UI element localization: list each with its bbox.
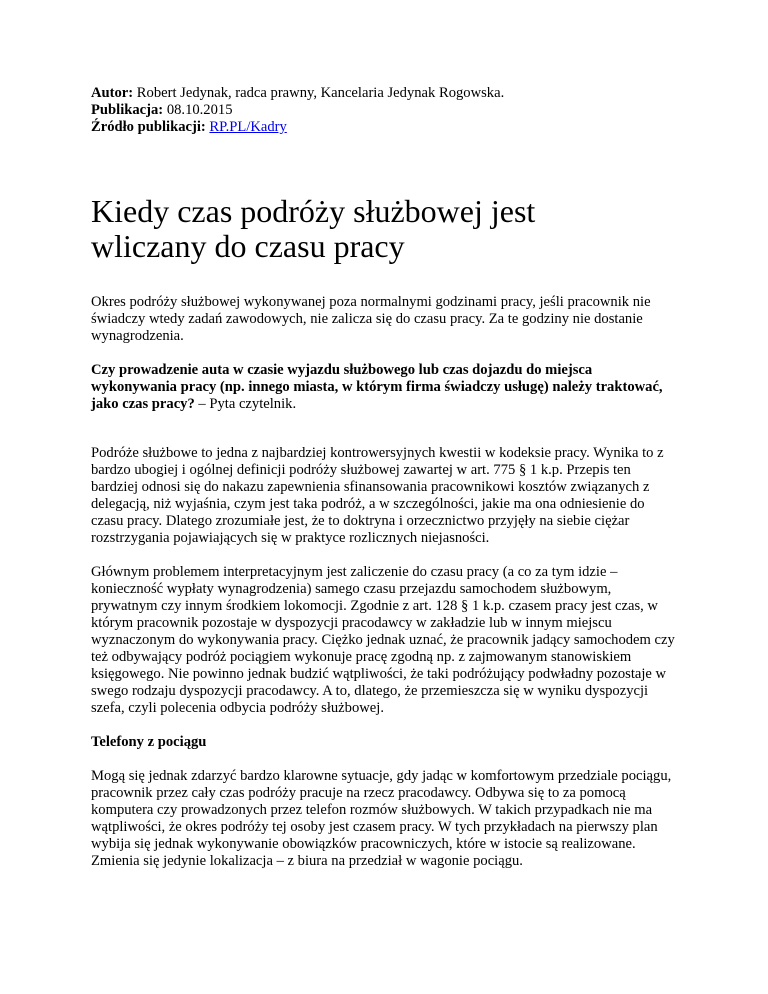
body-paragraph-2: Głównym problemem interpretacyjnym jest zaliczenie do czasu pracy (a co za tym idzie – konieczność wypłaty wynagrodzenia) samego czasu przejazdu samochodem służbowym, prywatnym czy innym środkiem lokomocji. Zgodnie z art. 128 § 1 k.p. czasem pracy jest czas, w którym pracownik pozostaje w dyspozycji pracodawcy w zakładzie lub w innym miejscu wyznaczonym do wykonywania pracy. Ciężko jednak uznać, że pracownik jadący samochodem czy też odbywający podróż pociągiem wykonuje pracę zgodną np. z zajmowanym stanowiskiem księgowego. Nie powinno jednak budzić wątpliwości, że taki podróżujący podwładny pozostaje w swego rodzaju dyspozycji pracodawcy. A to, dlatego, że przemieszcza się w wyniku dyspozycji szefa, czyli polecenia odbycia podróży służbowej.	[91, 564, 675, 716]
source-line	[91, 119, 678, 136]
section-subheading: Telefony z pociągu	[91, 734, 207, 750]
article-title: Kiedy czas podróży służbowej jest wliczany do czasu pracy	[91, 193, 536, 264]
article-meta	[91, 85, 678, 136]
source-link[interactable]: RP.PL/Kadry	[209, 119, 287, 135]
body-paragraph-3: Mogą się jednak zdarzyć bardzo klarowne sytuacje, gdy jadąc w komfortowym przedziale pociągu, pracownik przez cały czas podróży pracuje na rzecz pracodawcy. Odbywa się to za pomocą komputera czy prowadzonych przez telefon rozmów służbowych. W takich przypadkach nie ma wątpliwości, że okres podróży tej osoby jest czasem pracy. W tych przykładach na pierwszy plan wybija się jednak wykonywanie obowiązków pracowniczych, które w istocie są realizowane. Zmienia się jedynie lokalizacja – z biura na przedział w wagonie pociągu.	[91, 768, 672, 869]
publication-line	[91, 102, 678, 119]
reader-question	[91, 362, 678, 413]
body-paragraph-1: Podróże służbowe to jedna z najbardziej kontrowersyjnych kwestii w kodeksie pracy. Wynika to z bardzo ubogiej i ogólnej definicji podróży służbowej zawartej w art. 775 § 1 k.p. Przepis ten bardziej odnosi się do nakazu zapewnienia sfinansowania pracownikowi kosztów związanych z delegacją, niż wyjaśnia, czym jest taka podróż, a w szczególności, jakie ma ona odniesienie do czasu pracy. Dlatego zrozumiałe jest, że to doktryna i orzecznictwo przyjęły na siebie ciężar rozstrzygania pojawiających się w praktyce rozlicznych niejasności.	[91, 445, 664, 546]
source-label: Źródło publikacji:	[91, 119, 206, 135]
reader-question-text: Czy prowadzenie auta w czasie wyjazdu służbowego lub czas dojazdu do miejsca wykonywania pracy (np. innego miasta, w którym firma świadczy usługę) należy traktować, jako czas pracy?	[91, 362, 663, 412]
author-line	[91, 85, 678, 102]
author-label: Autor:	[91, 85, 134, 101]
author-value: Robert Jedynak, radca prawny, Kancelaria Jedynak Rogowska.	[133, 85, 505, 101]
publication-label: Publikacja:	[91, 102, 164, 118]
article-intro: Okres podróży służbowej wykonywanej poza normalnymi godzinami pracy, jeśli pracownik nie świadczy wtedy zadań zawodowych, nie zalicza się do czasu pracy. Za te godziny nie dostanie wynagrodzenia.	[91, 294, 651, 344]
publication-date: 08.10.2015	[163, 102, 233, 118]
reader-question-attribution: – Pyta czytelnik.	[194, 396, 297, 412]
